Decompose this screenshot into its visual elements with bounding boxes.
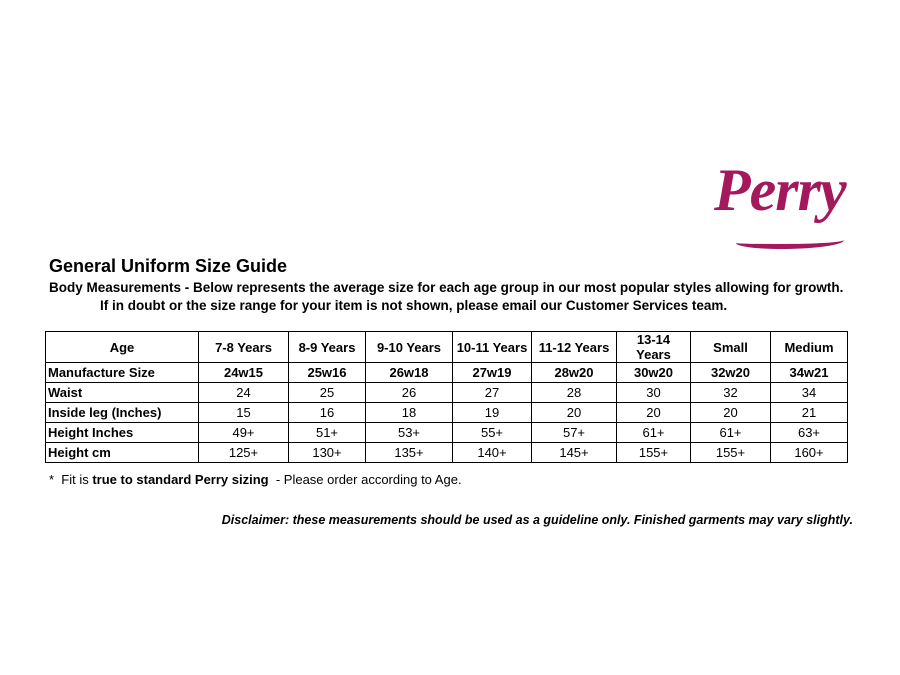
column-header: 7-8 Years xyxy=(199,332,289,363)
column-header: 9-10 Years xyxy=(366,332,453,363)
table-cell: 49+ xyxy=(199,423,289,443)
table-cell: 155+ xyxy=(617,443,691,463)
table-cell: 16 xyxy=(289,403,366,423)
table-cell: 30w20 xyxy=(617,363,691,383)
table-cell: 32 xyxy=(691,383,771,403)
table-cell: 15 xyxy=(199,403,289,423)
table-cell: 34w21 xyxy=(771,363,848,383)
column-header: 8-9 Years xyxy=(289,332,366,363)
table-cell: 160+ xyxy=(771,443,848,463)
table-cell: 155+ xyxy=(691,443,771,463)
table-cell: 25 xyxy=(289,383,366,403)
table-cell: 26 xyxy=(366,383,453,403)
table-row xyxy=(46,383,848,403)
table-cell: 61+ xyxy=(691,423,771,443)
table-row xyxy=(46,423,848,443)
table-cell: 125+ xyxy=(199,443,289,463)
table-cell: 34 xyxy=(771,383,848,403)
table-cell: 28 xyxy=(532,383,617,403)
fit-note xyxy=(49,472,462,487)
row-label: Height cm xyxy=(46,443,199,463)
table-cell: 28w20 xyxy=(532,363,617,383)
table-cell: 27 xyxy=(453,383,532,403)
column-header: 13-14 Years xyxy=(617,332,691,363)
table-cell: 51+ xyxy=(289,423,366,443)
row-label: Waist xyxy=(46,383,199,403)
table-cell: 30 xyxy=(617,383,691,403)
column-header: Medium xyxy=(771,332,848,363)
disclaimer: Disclaimer: these measurements should be used as a guideline only. Finished garments may vary slightly. xyxy=(221,513,853,527)
fit-note-prefix: * Fit is xyxy=(49,472,93,487)
intro-line-1: Body Measurements - Below represents the average size for each age group in our most popular styles allowing for growth. xyxy=(49,280,844,295)
table-header-row xyxy=(46,332,848,363)
table-cell: 20 xyxy=(691,403,771,423)
table-cell: 27w19 xyxy=(453,363,532,383)
fit-note-suffix: - Please order according to Age. xyxy=(268,472,462,487)
table-cell: 25w16 xyxy=(289,363,366,383)
table-cell: 20 xyxy=(617,403,691,423)
column-header: Small xyxy=(691,332,771,363)
column-header: 11-12 Years xyxy=(532,332,617,363)
column-header: 10-11 Years xyxy=(453,332,532,363)
table-cell: 20 xyxy=(532,403,617,423)
table-cell: 32w20 xyxy=(691,363,771,383)
intro-line-2: If in doubt or the size range for your item is not shown, please email our Customer Services team. xyxy=(100,298,728,313)
row-label: Inside leg (Inches) xyxy=(46,403,199,423)
table-cell: 61+ xyxy=(617,423,691,443)
logo-swash xyxy=(736,234,844,249)
size-guide-table xyxy=(45,331,848,463)
row-label: Height Inches xyxy=(46,423,199,443)
table-cell: 140+ xyxy=(453,443,532,463)
table-cell: 63+ xyxy=(771,423,848,443)
row-label: Manufacture Size xyxy=(46,363,199,383)
header-age: Age xyxy=(46,332,199,363)
perry-logo: Perry xyxy=(714,157,846,223)
table-row xyxy=(46,403,848,423)
table-cell: 130+ xyxy=(289,443,366,463)
table-cell: 55+ xyxy=(453,423,532,443)
table-cell: 145+ xyxy=(532,443,617,463)
table-cell: 24w15 xyxy=(199,363,289,383)
table-row xyxy=(46,443,848,463)
page-title: General Uniform Size Guide xyxy=(49,256,288,276)
table-cell: 53+ xyxy=(366,423,453,443)
fit-note-emphasis: true to standard Perry sizing xyxy=(92,472,269,487)
table-row xyxy=(46,363,848,383)
table-cell: 21 xyxy=(771,403,848,423)
table-cell: 19 xyxy=(453,403,532,423)
table-cell: 24 xyxy=(199,383,289,403)
table-cell: 26w18 xyxy=(366,363,453,383)
table-cell: 135+ xyxy=(366,443,453,463)
table-cell: 18 xyxy=(366,403,453,423)
table-cell: 57+ xyxy=(532,423,617,443)
